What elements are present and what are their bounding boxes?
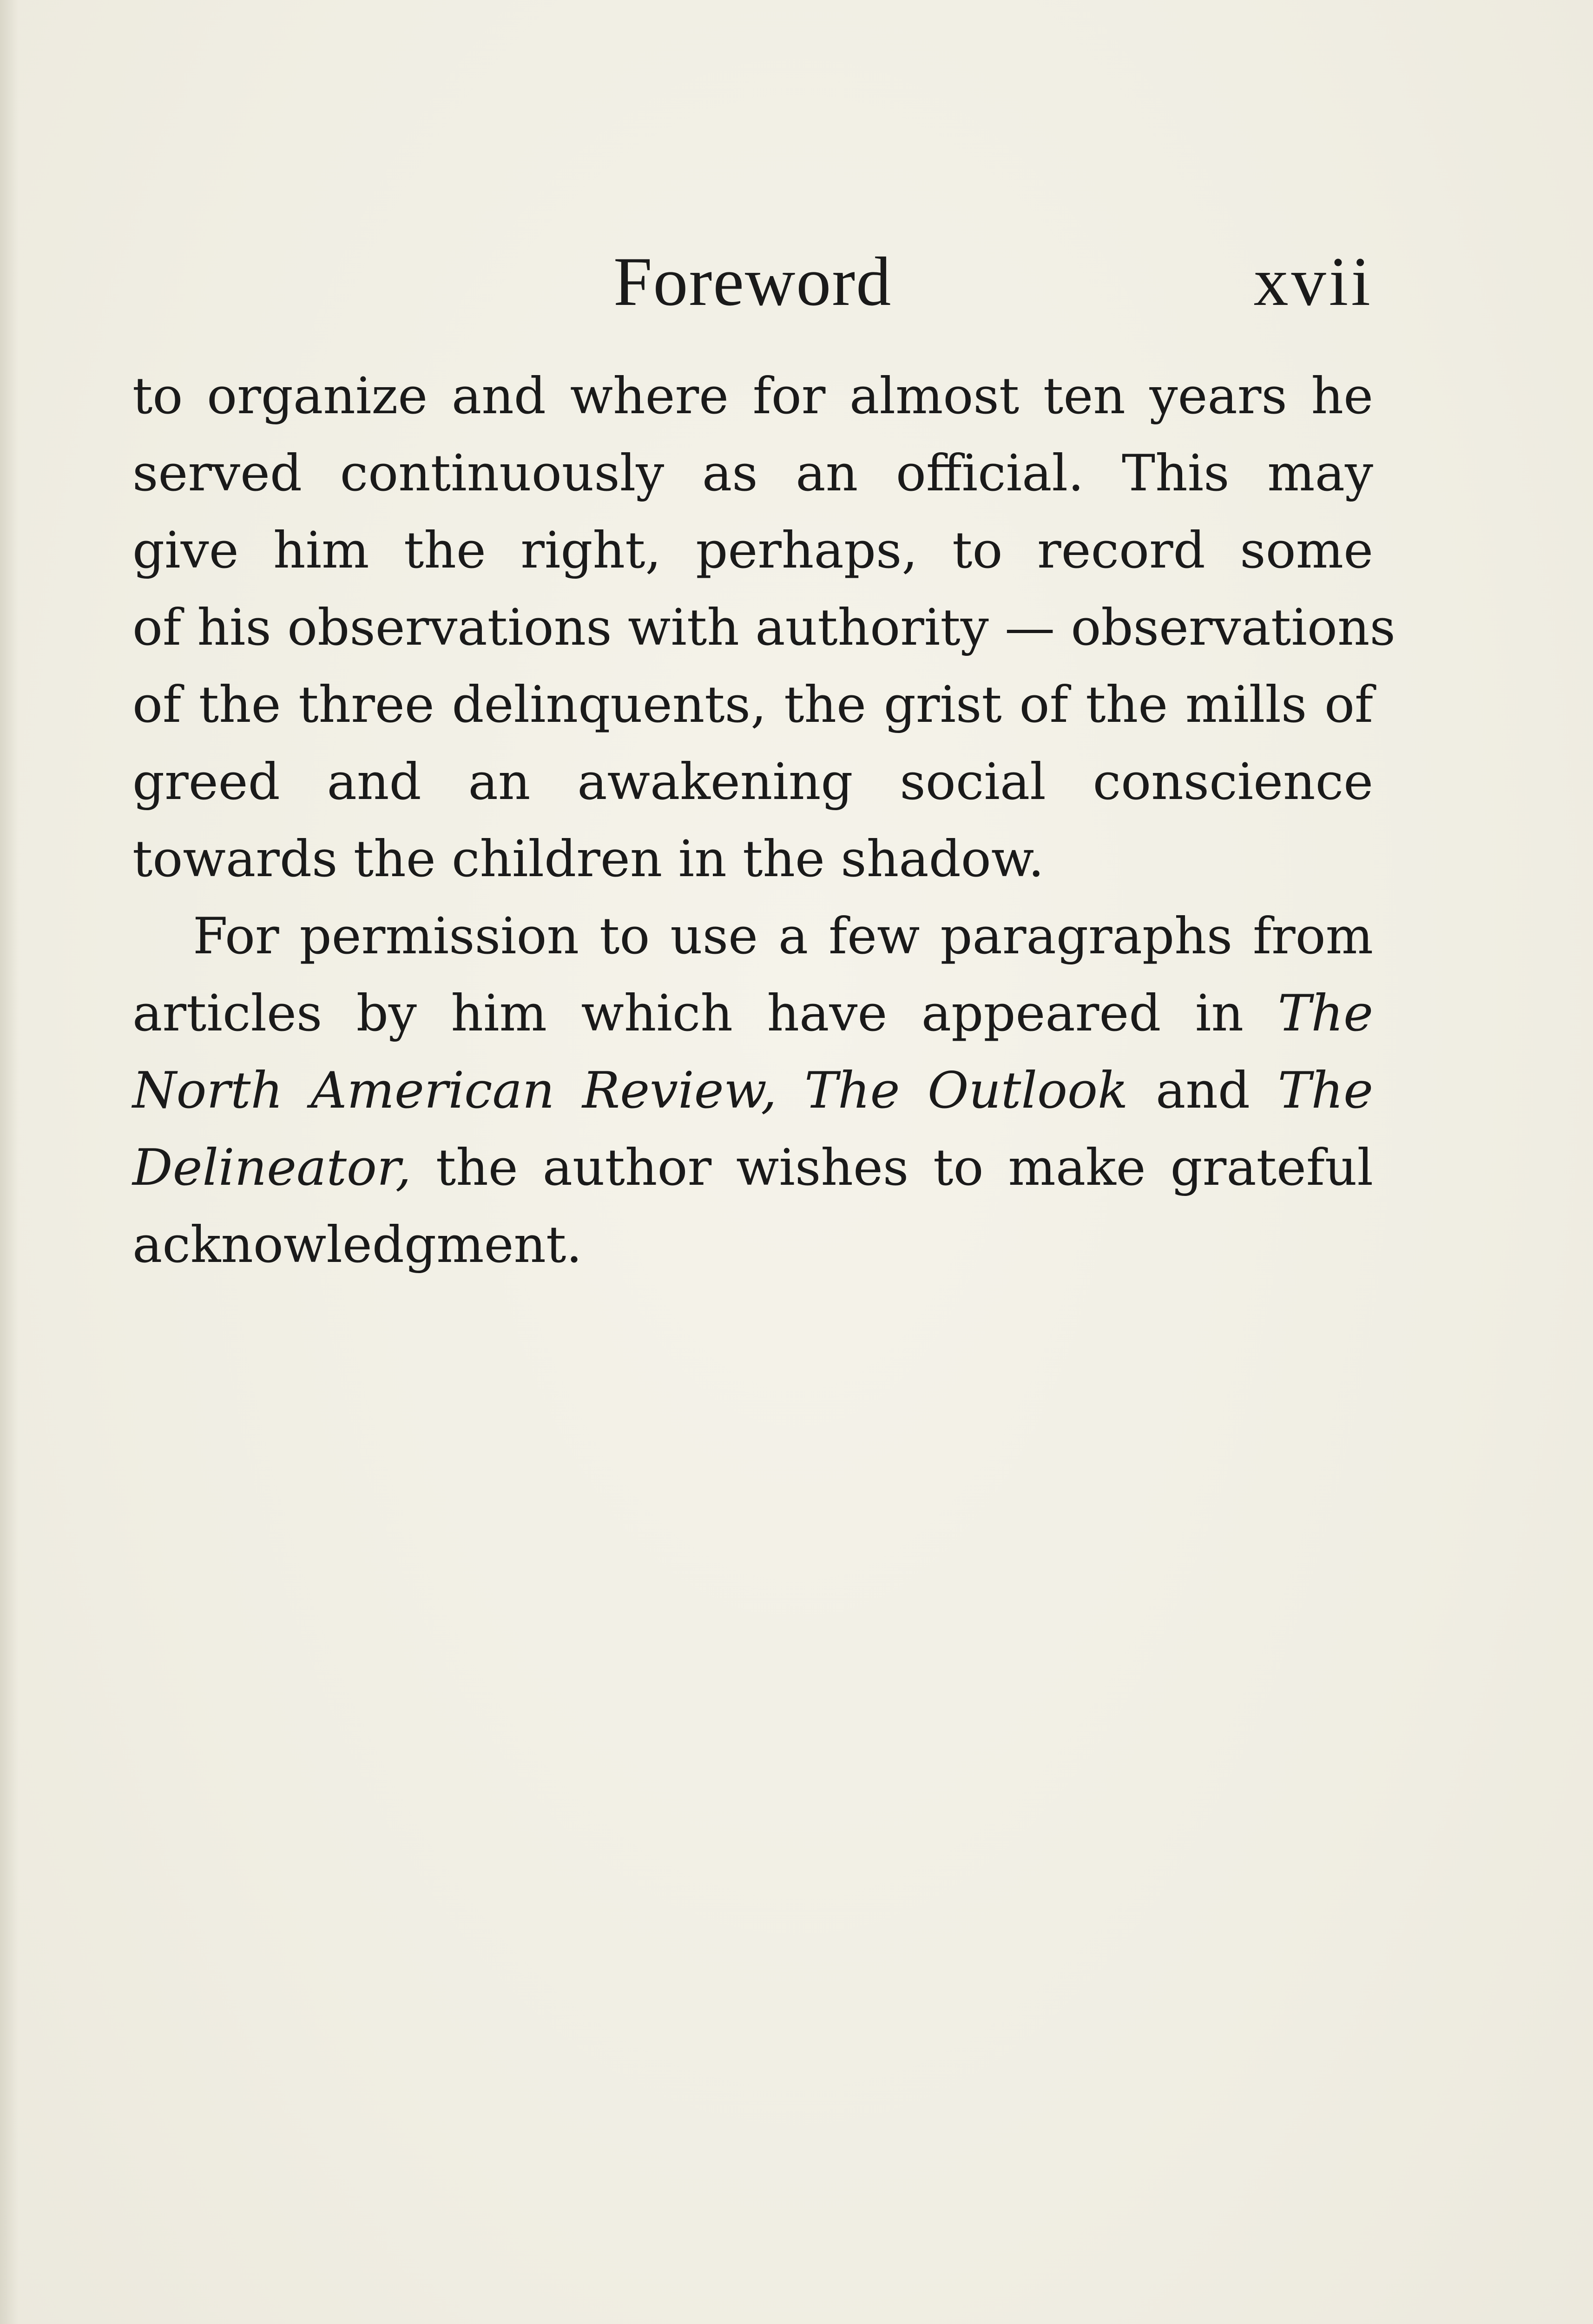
text-segment: articles by him which have appeared in — [132, 984, 1244, 1043]
text-segment: the author wishes to make grateful — [435, 1139, 1373, 1197]
text-line: towards the children in the shadow. — [132, 830, 1044, 888]
running-title: Foreword — [613, 243, 892, 320]
text-segment: and — [1155, 1062, 1251, 1120]
text-line: acknowledgment. — [132, 1216, 582, 1274]
text-line: to organize and where for almost ten years he — [132, 367, 1373, 425]
text-line — [132, 1052, 1373, 1129]
text-line: of the three delinquents, the grist of the mills of — [132, 676, 1373, 734]
text-line: For permission to use a few paragraphs from — [193, 907, 1373, 965]
text-line: give him the right, perhaps, to record some — [132, 522, 1373, 580]
paragraph-1 — [132, 358, 1396, 898]
body-text — [132, 358, 1396, 1284]
text-line — [132, 1129, 1373, 1207]
page-number: xvii — [1253, 243, 1373, 320]
publication-title: Delineator, — [132, 1139, 411, 1197]
text-line: served continuously as an official. This may — [132, 444, 1373, 502]
page-gutter-shadow — [0, 0, 19, 2324]
text-line: greed and an awakening social conscience — [132, 753, 1373, 811]
paragraph-2 — [132, 898, 1373, 1284]
text-line: of his observations with authority — observations — [132, 599, 1396, 657]
text-line — [132, 975, 1373, 1052]
publication-title: The — [1277, 1062, 1373, 1120]
publication-title: North American Review, The Outlook — [132, 1062, 1128, 1120]
publication-title: The — [1277, 984, 1373, 1043]
running-head — [132, 242, 1373, 335]
